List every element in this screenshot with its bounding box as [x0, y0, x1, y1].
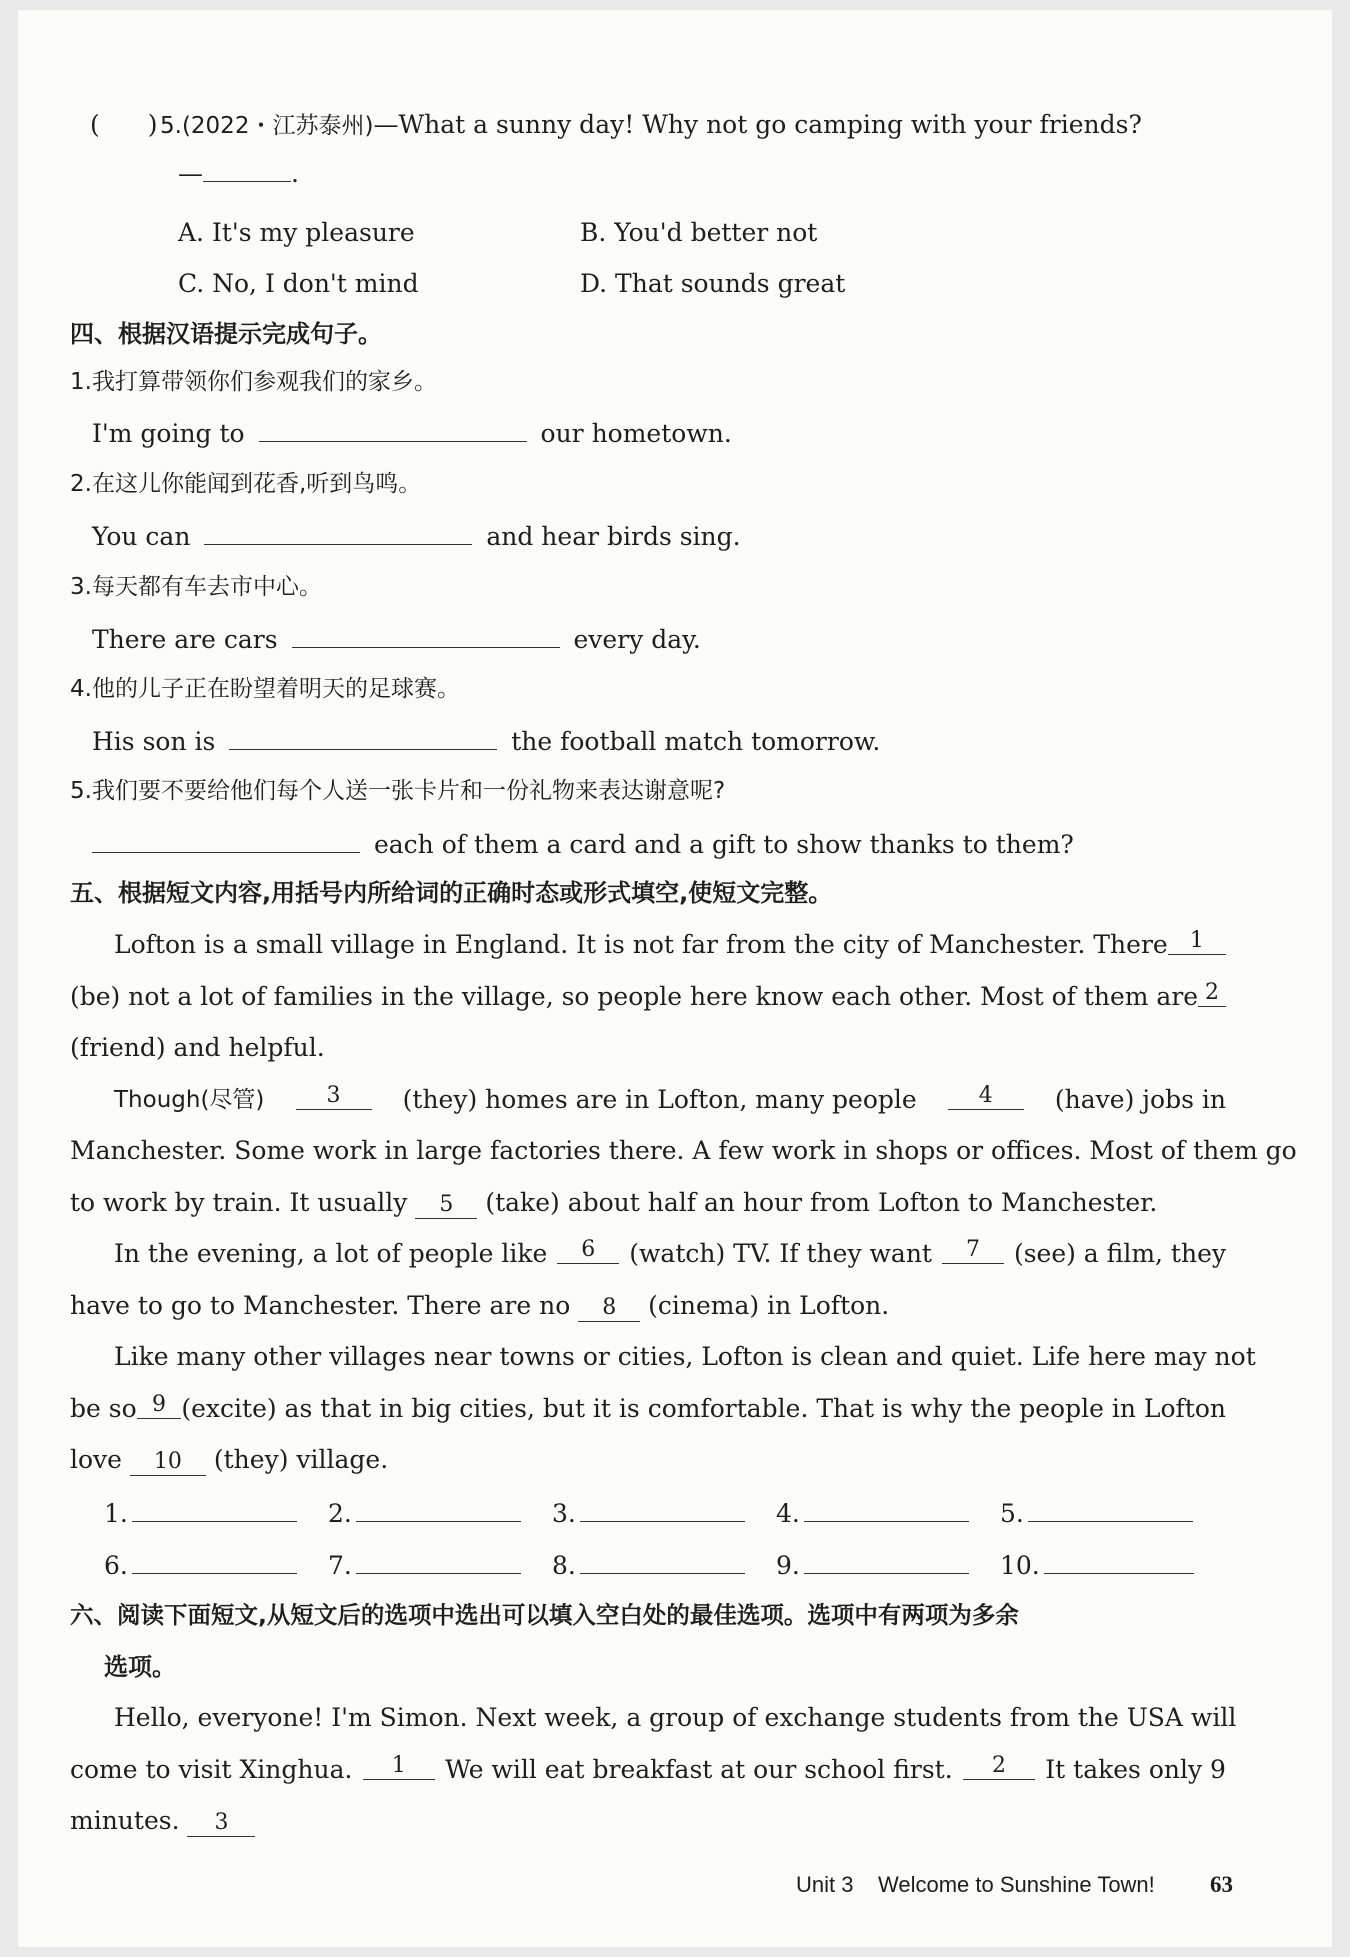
- answer-cell: 7.: [328, 1547, 552, 1583]
- s4-item4-blank[interactable]: [229, 723, 497, 750]
- option-c[interactable]: C. No, I don't mind: [178, 269, 419, 298]
- s5-blank-6[interactable]: 6: [557, 1237, 619, 1264]
- s5-p4-line2: be so 9 (excite) as that in big cities, but it is comfortable. That is why the people in Lofton: [70, 1392, 1226, 1423]
- s5-p3-line1: In the evening, a lot of people like 6 (watch) TV. If they want 7 (see) a film, they: [114, 1237, 1226, 1268]
- s5-p4-line1: Like many other villages near towns or cities, Lofton is clean and quiet. Life here may not: [114, 1342, 1256, 1371]
- s6-blank-2[interactable]: 2: [963, 1753, 1035, 1780]
- paren-close: ): [147, 110, 158, 139]
- worksheet-page: [18, 10, 1332, 1947]
- response-line: — .: [178, 155, 299, 191]
- s4-item5-blank[interactable]: [92, 826, 360, 853]
- question-5: [160, 108, 1142, 143]
- answer-cell: 4.: [776, 1495, 1000, 1531]
- s5-blank-8[interactable]: 8: [578, 1295, 640, 1322]
- page-number: 63: [1210, 1872, 1233, 1897]
- s5-p1-line1: Lofton is a small village in England. It is not far from the city of Manchester. There 1: [114, 928, 1226, 962]
- answer-blank-9[interactable]: [804, 1547, 969, 1574]
- s6-line2: come to visit Xinghua. 1 We will eat breakfast at our school first. 2 It takes only 9: [70, 1753, 1226, 1784]
- answer-cell: 9.: [776, 1547, 1000, 1583]
- answer-cell: 5.: [1000, 1495, 1224, 1531]
- answer-cell: 10.: [1000, 1547, 1224, 1583]
- paren-open: (: [90, 110, 100, 139]
- s5-p1-line2: (be) not a lot of families in the village, so people here know each other. Most of them are 2: [70, 980, 1226, 1014]
- option-d[interactable]: D. That sounds great: [580, 269, 846, 298]
- footer-title: Welcome to Sunshine Town!: [878, 1872, 1155, 1897]
- answer-blank-8[interactable]: [580, 1547, 745, 1574]
- answer-cell: 3.: [552, 1495, 776, 1531]
- s4-item3-en: There are cars every day.: [92, 621, 701, 657]
- s5-p2-line2: Manchester. Some work in large factories there. A few work in shops or offices. Most of them go: [70, 1136, 1297, 1165]
- section5-heading: 五、根据短文内容,用括号内所给词的正确时态或形式填空,使短文完整。: [70, 879, 833, 907]
- s6-blank-3[interactable]: 3: [187, 1810, 255, 1837]
- section4-heading: 四、根据汉语提示完成句子。: [70, 320, 382, 348]
- option-a[interactable]: A. It's my pleasure: [178, 218, 415, 247]
- footer-unit: Unit 3: [796, 1872, 854, 1897]
- question-text: —What a sunny day! Why not go camping with your friends?: [373, 110, 1142, 139]
- answer-cell: 8.: [552, 1547, 776, 1583]
- s4-item2-blank[interactable]: [204, 518, 472, 545]
- answer-row-1: [104, 1495, 1224, 1531]
- answer-cell: 2.: [328, 1495, 552, 1531]
- s4-item4-en: His son is the football match tomorrow.: [92, 723, 880, 759]
- answer-blank-3[interactable]: [580, 1495, 745, 1522]
- s6-blank-1[interactable]: 1: [363, 1753, 435, 1780]
- s4-item5-cn: 5.我们要不要给他们每个人送一张卡片和一份礼物来表达谢意呢?: [70, 778, 726, 804]
- s4-item1-en: I'm going to our hometown.: [92, 415, 732, 451]
- s5-p2-line3: to work by train. It usually 5 (take) about half an hour from Lofton to Manchester.: [70, 1188, 1158, 1217]
- question-label: 5.(2022・江苏泰州): [160, 113, 374, 139]
- option-b[interactable]: B. You'd better not: [580, 218, 818, 247]
- s4-item3-blank[interactable]: [292, 621, 560, 648]
- s4-item4-cn: 4.他的儿子正在盼望着明天的足球赛。: [70, 676, 460, 702]
- s5-blank-4[interactable]: 4: [948, 1083, 1024, 1110]
- response-blank[interactable]: [203, 155, 291, 182]
- s4-item1-cn: 1.我打算带领你们参观我们的家乡。: [70, 369, 437, 395]
- s5-blank-2[interactable]: 2: [1198, 980, 1226, 1007]
- section6-heading-line1: 六、阅读下面短文,从短文后的选项中选出可以填入空白处的最佳选项。选项中有两项为多余: [70, 1601, 1019, 1629]
- s4-item2-en: You can and hear birds sing.: [92, 518, 741, 554]
- s4-item1-blank[interactable]: [259, 415, 527, 442]
- s5-p4-line3: love 10 (they) village.: [70, 1445, 389, 1474]
- answer-blank-10[interactable]: [1044, 1547, 1194, 1574]
- s5-p1-line3: (friend) and helpful.: [70, 1033, 325, 1062]
- answer-blank-7[interactable]: [356, 1547, 521, 1574]
- s4-item2-cn: 2.在这儿你能闻到花香,听到鸟鸣。: [70, 471, 422, 497]
- s5-p3-line2: have to go to Manchester. There are no 8 (cinema) in Lofton.: [70, 1291, 890, 1320]
- s5-blank-7[interactable]: 7: [942, 1237, 1004, 1264]
- answer-blank-5[interactable]: [1028, 1495, 1193, 1522]
- s6-line3: minutes. 3: [70, 1804, 255, 1838]
- s5-blank-1[interactable]: 1: [1168, 928, 1226, 955]
- s5-blank-5[interactable]: 5: [415, 1192, 477, 1219]
- s4-item5-en: each of them a card and a gift to show thanks to them?: [92, 826, 1074, 862]
- s5-blank-3[interactable]: 3: [296, 1083, 372, 1110]
- answer-blank-2[interactable]: [356, 1495, 521, 1522]
- answer-paren: [90, 108, 158, 142]
- answer-cell: 6.: [104, 1547, 328, 1583]
- s5-blank-9[interactable]: 9: [137, 1392, 182, 1419]
- s6-line1: Hello, everyone! I'm Simon. Next week, a group of exchange students from the USA will: [114, 1703, 1237, 1732]
- section6-heading-line2: 选项。: [104, 1653, 176, 1681]
- s4-item3-cn: 3.每天都有车去市中心。: [70, 574, 322, 600]
- answer-blank-1[interactable]: [132, 1495, 297, 1522]
- answer-blank-4[interactable]: [804, 1495, 969, 1522]
- answer-blank-6[interactable]: [132, 1547, 297, 1574]
- s5-blank-10[interactable]: 10: [130, 1449, 206, 1476]
- s5-p2-line1: Though(尽管) 3 (they) homes are in Lofton, many people 4 (have) jobs in: [114, 1083, 1226, 1114]
- answer-row-2: [104, 1547, 1224, 1583]
- answer-cell: 1.: [104, 1495, 328, 1531]
